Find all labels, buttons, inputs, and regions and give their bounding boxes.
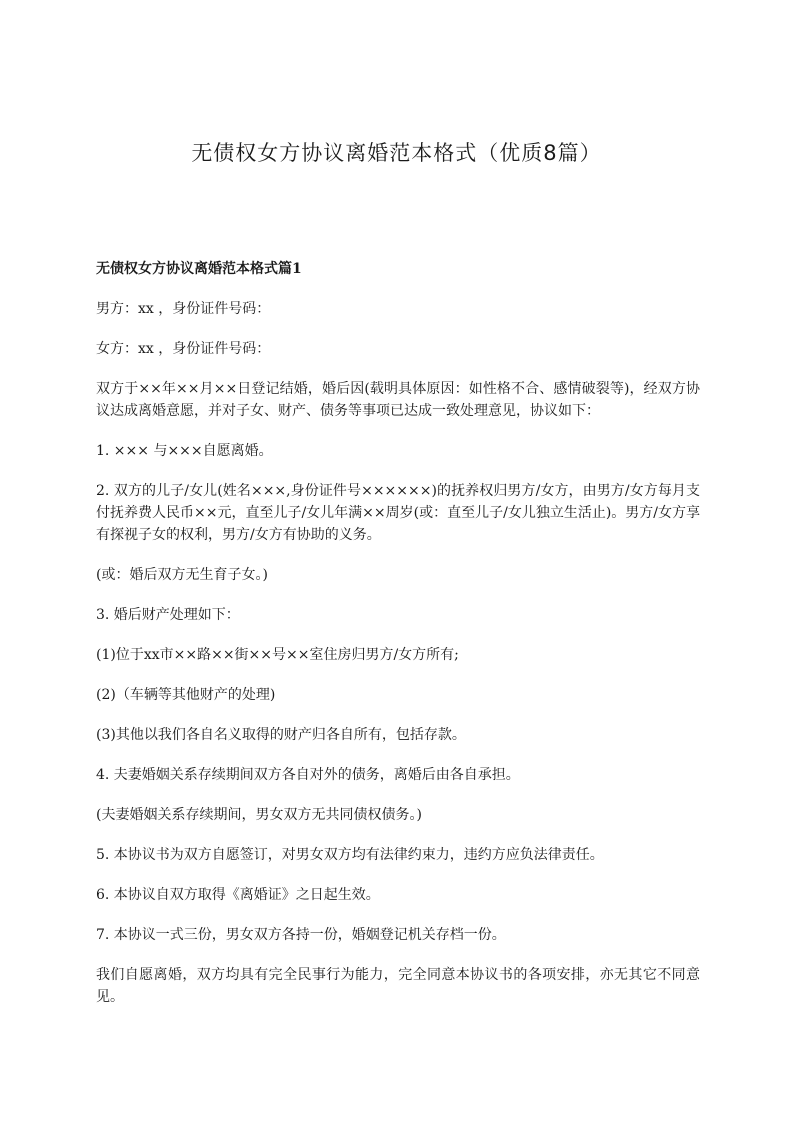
clause-1: 1. ××× 与×××自愿离婚。 — [96, 443, 273, 459]
party-male-line: 男方：xx ，身份证件号码： — [96, 301, 271, 317]
clause-4: 4. 夫妻婚姻关系存续期间双方各自对外的债务，离婚后由各自承担。 — [96, 767, 520, 783]
clause-6: 6. 本协议自双方取得《离婚证》之日起生效。 — [96, 887, 380, 903]
document-title: 无债权女方协议离婚范本格式（优质8篇） — [191, 141, 602, 165]
clause-5: 5. 本协议书为双方自愿签订，对男女双方均有法律约束力，违约方应负法律责任。 — [96, 847, 604, 863]
clause-3-item-3: (3)其他以我们各自名义取得的财产归各自所有，包括存款。 — [96, 727, 466, 743]
section-heading: 无债权女方协议离婚范本格式篇1 — [96, 261, 302, 277]
clause-3-item-2: (2)（车辆等其他财产的处理) — [96, 687, 276, 703]
clause-3: 3. 婚后财产处理如下： — [96, 607, 240, 623]
clause-7: 7. 本协议一式三份，男女双方各持一份，婚姻登记机关存档一份。 — [96, 927, 506, 943]
document-body — [96, 258, 700, 1026]
clause-3-item-1: (1)位于xx市××路××街××号××室住房归男方/女方所有; — [96, 647, 459, 663]
party-female-line: 女方：xx ，身份证件号码： — [96, 341, 271, 357]
closing-statement: 我们自愿离婚，双方均具有完全民事行为能力，完全同意本协议书的各项安排，亦无其它不同意见。 — [96, 967, 700, 1005]
clause-2: 2. 双方的儿子/女儿(姓名×××,身份证件号××××××)的抚养权归男方/女方，由男方/女方每月支付抚养费人民币××元，直至儿子/女儿年满××周岁(或：直至儿子/女儿独立生活止)。男方/女方享有探视子女的权利，男方/女方有协助的义务。 — [96, 483, 700, 543]
clause-2-alternative: (或：婚后双方无生育子女。) — [96, 567, 268, 583]
clause-4-alternative: (夫妻婚姻关系存续期间，男女双方无共同债权债务。) — [96, 807, 422, 823]
intro-paragraph: 双方于××年××月××日登记结婚，婚后因(载明具体原因：如性格不合、感情破裂等)，经双方协议达成离婚意愿，并对子女、财产、债务等事项已达成一致处理意见，协议如下： — [96, 381, 700, 419]
